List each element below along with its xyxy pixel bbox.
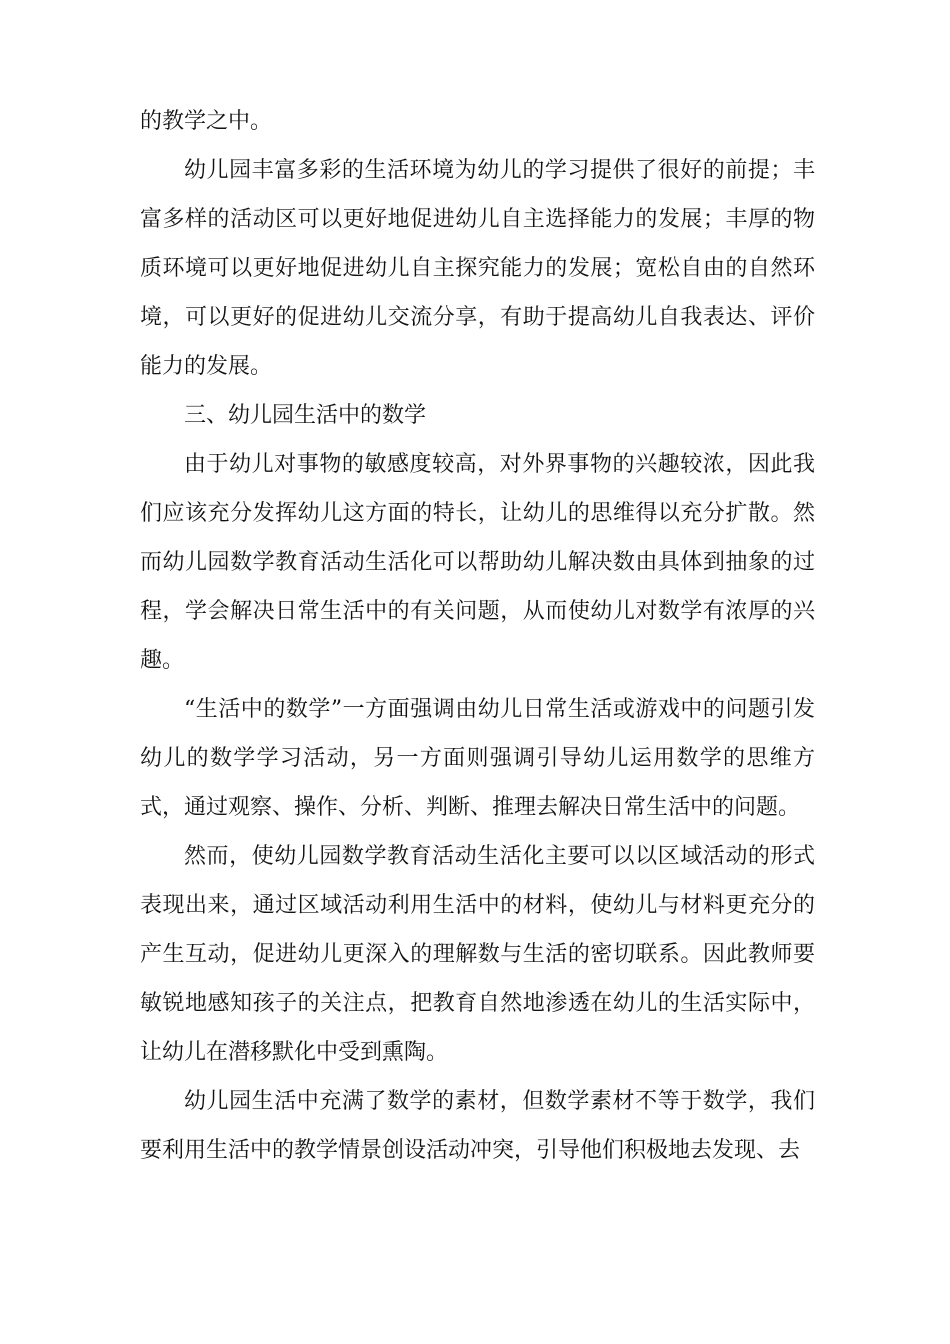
- paragraph-sensitivity: 由于幼儿对事物的敏感度较高，对外界事物的兴趣较浓，因此我们应该充分发挥幼儿这方面的特长，让幼儿的思维得以充分扩散。然而幼儿园数学教育活动生活化可以帮助幼儿解决数由具体到抽象的过程，学会解决日常生活中的有关问题，从而使幼儿对数学有浓厚的兴趣。: [140, 452, 815, 673]
- paragraph-area-activities: 然而，使幼儿园数学教育活动生活化主要可以以区域活动的形式表现出来，通过区域活动利用生活中的材料，使幼儿与材料更充分的产生互动，促进幼儿更深入的理解数与生活的密切联系。因此教师要敏锐地感知孩子的关注点，把教育自然地渗透在幼儿的生活实际中，让幼儿在潜移默化中受到熏陶。: [140, 844, 815, 1065]
- paragraph-environment: 幼儿园丰富多彩的生活环境为幼儿的学习提供了很好的前提；丰富多样的活动区可以更好地促进幼儿自主选择能力的发展；丰厚的物质环境可以更好地促进幼儿自主探究能力的发展；宽松自由的自然环境，可以更好的促进幼儿交流分享，有助于提高幼儿自我表达、评价能力的发展。: [140, 158, 815, 379]
- section-heading: 三、幼儿园生活中的数学: [184, 403, 427, 428]
- paragraph-math-in-life: “生活中的数学”一方面强调由幼儿日常生活或游戏中的问题引发幼儿的数学学习活动，另一方面则强调引导幼儿运用数学的思维方式，通过观察、操作、分析、判断、推理去解决日常生活中的问题。: [140, 697, 815, 820]
- paragraph-math-materials: 幼儿园生活中充满了数学的素材，但数学素材不等于数学，我们要利用生活中的教学情景创设活动冲突，引导他们积极地去发现、去: [140, 1089, 815, 1163]
- document-body: [140, 97, 815, 1175]
- paragraph-continuation: 的教学之中。: [140, 109, 273, 134]
